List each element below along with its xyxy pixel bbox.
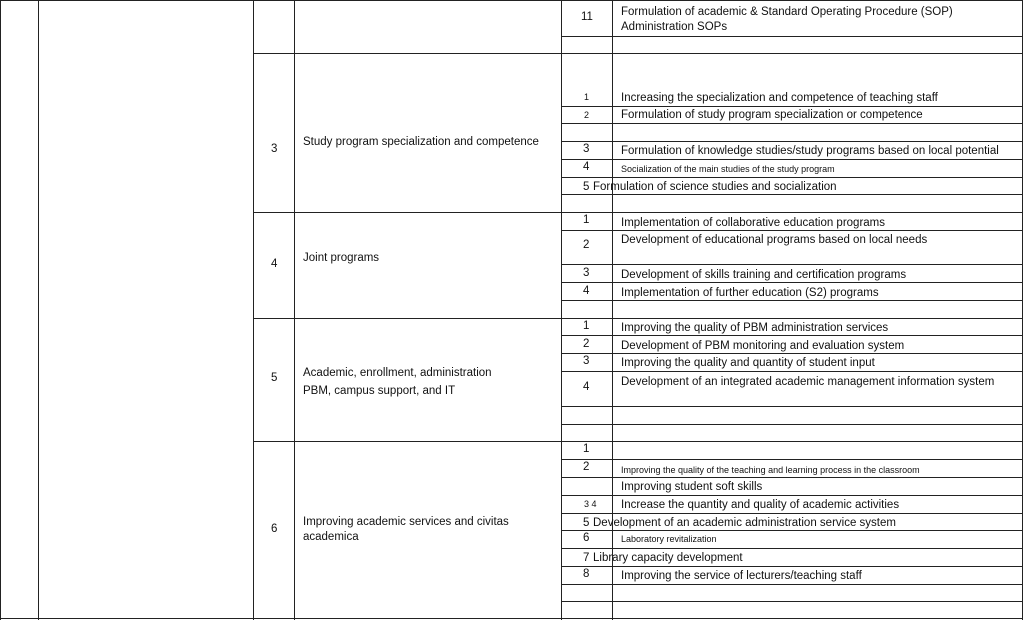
program-number: 5: [271, 372, 278, 384]
item-number: 4: [583, 285, 590, 297]
row-divider: [561, 177, 1023, 178]
item-text: Improving the quality of PBM administration services: [621, 322, 889, 334]
item-number: 2: [583, 239, 590, 251]
table-border: [561, 0, 562, 620]
section-divider: [253, 318, 1023, 319]
table-border: [0, 0, 1, 620]
item-number: 4: [583, 381, 590, 393]
program-number: 4: [271, 258, 278, 270]
table-border: [0, 618, 1023, 619]
item-text: Library capacity development: [593, 552, 743, 564]
row-divider: [561, 106, 1023, 107]
item-number: 8: [583, 568, 590, 580]
item-text: Formulation of study program specialization or competence: [621, 109, 923, 121]
item-text: Improving the quality and quantity of student input: [621, 357, 875, 369]
item-number: 3: [583, 143, 590, 155]
row-divider: [561, 36, 1023, 37]
item-text: Socialization of the main studies of the study program: [621, 164, 835, 174]
item-number: 1: [584, 92, 590, 102]
table-border: [38, 0, 39, 620]
item-text: Development of an integrated academic management information system: [621, 376, 995, 388]
item-text: Formulation of science studies and socialization: [593, 181, 837, 193]
program-name: Academic, enrollment, administration PBM, campus support, and IT: [303, 367, 492, 397]
item-number: 6: [583, 532, 590, 544]
item-number: 7: [583, 552, 590, 564]
section-divider: [253, 212, 1023, 213]
item-text: Formulation of academic & Standard Operating Procedure (SOP) Administration SOPs: [621, 6, 953, 33]
row-divider: [561, 477, 1023, 478]
program-name: Joint programs: [303, 252, 380, 264]
item-number: 11: [581, 11, 593, 23]
table-border: [253, 0, 254, 620]
item-number: 2: [584, 110, 590, 120]
item-number: 3: [583, 267, 590, 279]
item-number: 1: [583, 443, 590, 455]
item-text: Increase the quantity and quality of academic activities: [621, 499, 900, 511]
item-text: Laboratory revitalization: [621, 534, 717, 544]
item-text: Development of skills training and certification programs: [621, 269, 907, 281]
table-border: [0, 0, 1023, 1]
item-number: 4: [583, 161, 590, 173]
item-text: Implementation of collaborative education programs: [621, 217, 886, 229]
item-text: Increasing the specialization and competence of teaching staff: [621, 92, 938, 104]
item-number: 2: [583, 338, 590, 350]
row-divider: [561, 513, 1023, 514]
item-number: 5: [583, 517, 590, 529]
section-divider: [253, 441, 1023, 442]
row-divider: [561, 548, 1023, 549]
program-number: 6: [271, 523, 278, 535]
item-text: Formulation of knowledge studies/study programs based on local potential: [621, 145, 999, 157]
item-number: 1: [583, 320, 590, 332]
table-border: [1022, 0, 1023, 620]
item-number: 1: [583, 214, 590, 226]
item-text: Improving the quality of the teaching and learning process in the classroom: [621, 465, 920, 475]
item-text: Development of an academic administration service system: [593, 517, 896, 529]
item-text: Improving the service of lecturers/teaching staff: [621, 570, 862, 582]
row-divider: [561, 566, 1023, 567]
row-divider: [561, 495, 1023, 496]
item-number: 5: [583, 181, 590, 193]
row-divider: [561, 459, 1023, 460]
item-text: Improving student soft skills: [621, 481, 763, 493]
item-number: 3 4: [584, 499, 597, 509]
row-divider: [561, 123, 1023, 124]
program-name: Study program specialization and competence: [303, 136, 539, 148]
program-name: Improving academic services and civitas academica: [303, 516, 509, 543]
row-divider: [561, 584, 1023, 585]
item-number: 3: [583, 355, 590, 367]
row-divider: [561, 264, 1023, 265]
row-divider: [561, 424, 1023, 425]
item-text: Development of educational programs based on local needs: [621, 234, 928, 246]
table-border: [294, 0, 295, 620]
item-text: Implementation of further education (S2) programs: [621, 287, 879, 299]
row-divider: [561, 601, 1023, 602]
row-divider: [561, 406, 1023, 407]
item-number: 2: [583, 461, 590, 473]
row-divider: [561, 371, 1023, 372]
row-divider: [561, 159, 1023, 160]
section-divider: [253, 53, 1023, 54]
row-divider: [561, 141, 1023, 142]
item-text: Development of PBM monitoring and evaluation system: [621, 340, 905, 352]
program-number: 3: [271, 143, 278, 155]
